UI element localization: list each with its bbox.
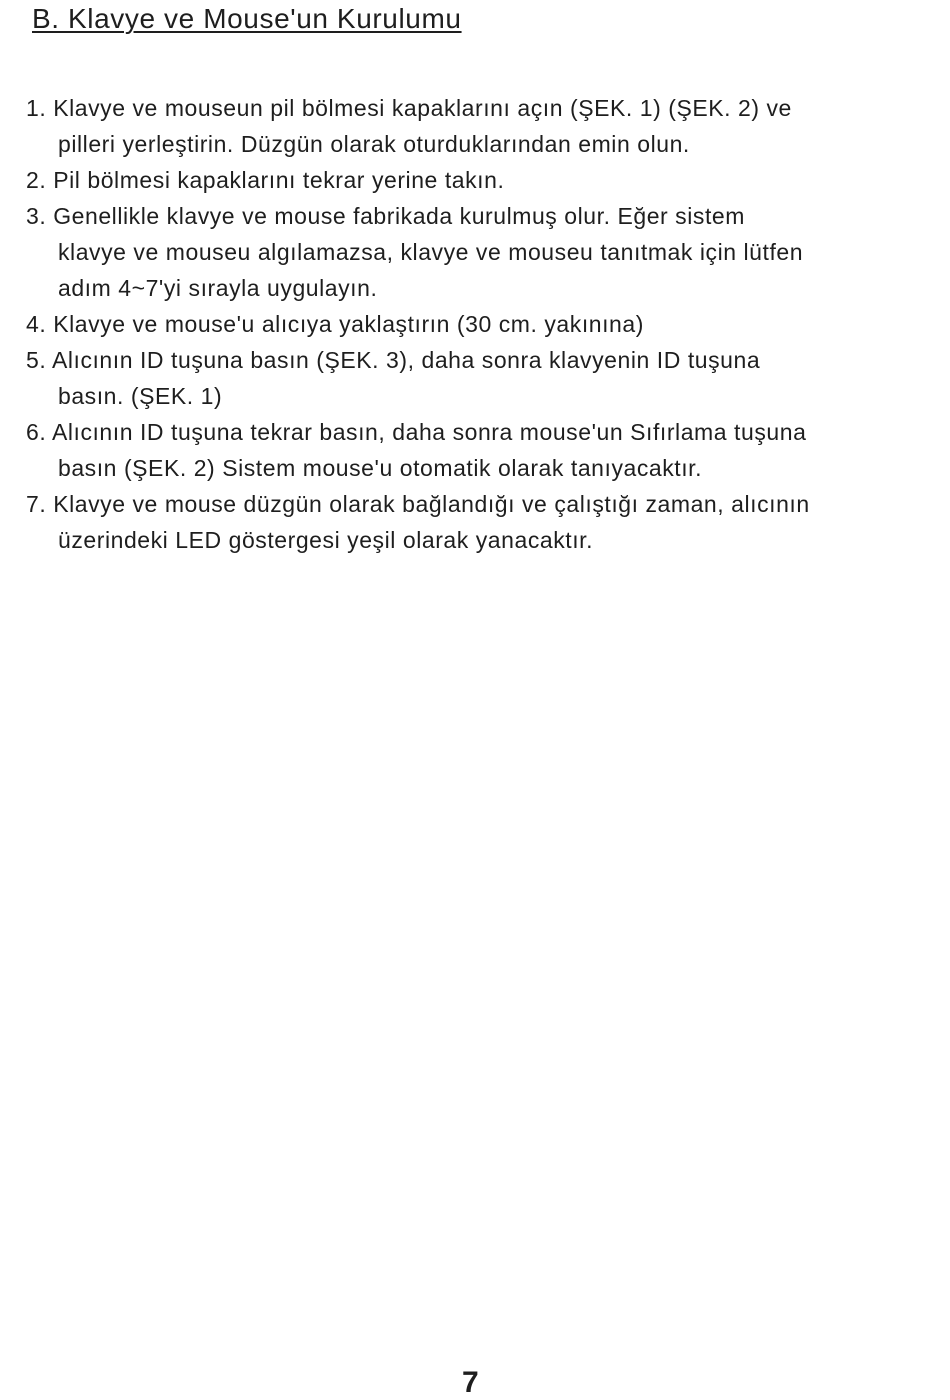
step-5 bbox=[26, 342, 931, 414]
step-1-line-2: pilleri yerleştirin. Düzgün olarak oturduklarından emin olun. bbox=[58, 131, 690, 157]
step-2 bbox=[26, 162, 931, 198]
step-5-line-2: basın. (ŞEK. 1) bbox=[58, 383, 223, 409]
step-1 bbox=[26, 90, 931, 162]
step-7-line-1: 7. Klavye ve mouse düzgün olarak bağlandığı ve çalıştığı zaman, alıcının bbox=[26, 491, 810, 517]
section-title: B. Klavye ve Mouse'un Kurulumu bbox=[32, 3, 462, 34]
step-1-line-1: 1. Klavye ve mouseun pil bölmesi kapaklarını açın (ŞEK. 1) (ŞEK. 2) ve bbox=[26, 95, 792, 121]
page-number: 7 bbox=[462, 1366, 479, 1399]
installation-steps bbox=[26, 90, 931, 558]
step-6-line-2: basın (ŞEK. 2) Sistem mouse'u otomatik olarak tanıyacaktır. bbox=[58, 455, 703, 481]
step-6 bbox=[26, 414, 931, 486]
step-3-line-1: 3. Genellikle klavye ve mouse fabrikada kurulmuş olur. Eğer sistem bbox=[26, 203, 745, 229]
step-3-line-2: klavye ve mouseu algılamazsa, klavye ve mouseu tanıtmak için lütfen bbox=[58, 239, 804, 265]
step-7 bbox=[26, 486, 931, 558]
step-5-line-1: 5. Alıcının ID tuşuna basın (ŞEK. 3), daha sonra klavyenin ID tuşuna bbox=[26, 347, 761, 373]
step-7-line-2: üzerindeki LED göstergesi yeşil olarak yanacaktır. bbox=[58, 527, 594, 553]
step-3 bbox=[26, 198, 931, 306]
step-3-line-3: adım 4~7'yi sırayla uygulayın. bbox=[58, 275, 378, 301]
step-4 bbox=[26, 306, 931, 342]
step-2-line-1: 2. Pil bölmesi kapaklarını tekrar yerine takın. bbox=[26, 167, 505, 193]
step-4-line-1: 4. Klavye ve mouse'u alıcıya yaklaştırın (30 cm. yakınına) bbox=[26, 311, 644, 337]
step-6-line-1: 6. Alıcının ID tuşuna tekrar basın, daha sonra mouse'un Sıfırlama tuşuna bbox=[26, 419, 807, 445]
